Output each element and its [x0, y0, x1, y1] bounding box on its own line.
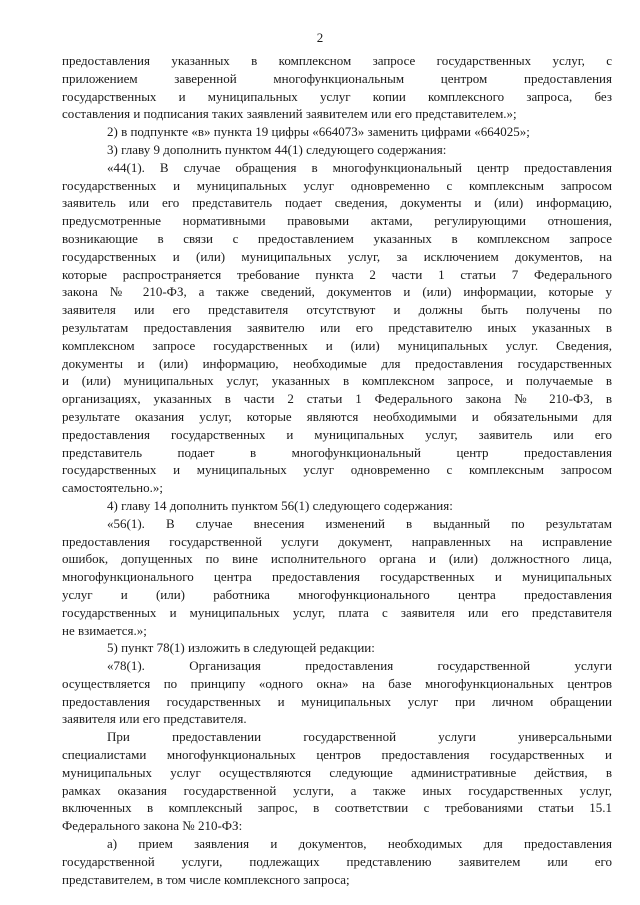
text-line: представитель подает в многофункциональный центр предоставления	[62, 444, 612, 460]
text-line: государственных и муниципальных услуг, плата с заявителя или его представителя	[62, 604, 612, 620]
text-line: 2) в подпункте «в» пункта 19 цифры «664073» заменить цифрами «664025»;	[107, 124, 530, 140]
text-line: 5) пункт 78(1) изложить в следующей редакции:	[107, 640, 375, 656]
text-line: включенных в комплексный запрос, в соответствии с требованиями статьи 15.1	[62, 800, 612, 816]
text-line: Федерального закона № 210-ФЗ:	[62, 818, 243, 834]
text-line: «44(1). В случае обращения в многофункциональный центр предоставления	[107, 159, 612, 175]
text-line: ошибок, допущенных по вине исполнительного органа и (или) должностного лица,	[62, 551, 612, 567]
text-line: государственной услуги, подлежащих представлению заявителем или его	[62, 853, 612, 869]
text-line: государственных и муниципальных услуг копии комплексного запроса, без	[62, 88, 612, 104]
text-line: результате оказания услуг, которые являются необходимыми и обязательными для	[62, 408, 612, 424]
text-line: которые распространяется требование пункта 2 части 1 статьи 7 Федерального	[62, 266, 612, 282]
text-line: результатам предоставления заявителю или его представителю иных указанных в	[62, 319, 612, 335]
text-line: приложением заверенной многофункциональным центром предоставления	[62, 70, 612, 86]
text-line: заявителя или его представителя.	[62, 711, 247, 727]
text-line: представителем, в том числе комплексного запроса;	[62, 871, 350, 887]
text-line: самостоятельно.»;	[62, 480, 163, 496]
text-line: комплексном запросе государственных и (или) муниципальных услуг. Сведения,	[62, 337, 612, 353]
text-line: «56(1). В случае внесения изменений в выданный по результатам	[107, 515, 612, 531]
text-line: государственных и муниципальных услуг одновременно с комплексным запросом	[62, 462, 612, 478]
text-line: заявитель или его представитель подает сведения, документы и (или) информацию,	[62, 195, 612, 211]
text-line: не взимается.»;	[62, 622, 147, 638]
text-line: 4) главу 14 дополнить пунктом 56(1) следующего содержания:	[107, 497, 453, 513]
text-line: государственных и муниципальных услуг одновременно с комплексным запросом	[62, 177, 612, 193]
text-line: предоставления государственной услуги документ, направленных на исправление	[62, 533, 612, 549]
text-line: заявителя или его представителя отсутствуют и должны быть получены по	[62, 302, 612, 318]
text-line: осуществляется по принципу «одного окна» на базе многофункциональных центров	[62, 675, 612, 691]
document-body	[62, 52, 612, 888]
text-line: многофункционального центра предоставления государственных и муниципальных	[62, 569, 612, 585]
text-line: составления и подписания таких заявлений заявителем или его представителем.»;	[62, 106, 517, 122]
text-line: При предоставлении государственной услуги универсальными	[107, 729, 612, 745]
text-line: предоставления указанных в комплексном запросе государственных услуг, с	[62, 53, 612, 68]
text-line: а) прием заявления и документов, необходимых для предоставления	[107, 836, 612, 852]
text-line: специалистами многофункциональных центров предоставления государственных и	[62, 747, 612, 763]
text-line: 3) главу 9 дополнить пунктом 44(1) следующего содержания:	[107, 141, 447, 157]
text-line: возникающие в связи с предоставлением указанных в комплексном запросе	[62, 230, 612, 246]
text-line: государственных и (или) муниципальных услуг, за исключением документов, на	[62, 248, 612, 264]
text-line: услуг и (или) работника многофункционального центра предоставления	[62, 586, 612, 602]
text-line: предусмотренные нормативными правовыми актами, регулирующими отношения,	[62, 213, 612, 229]
text-line: предоставления государственных и муниципальных услуг при личном обращении	[62, 693, 612, 709]
page-number: 2	[316, 30, 324, 45]
text-line: «78(1). Организация предоставления государственной услуги	[107, 658, 612, 674]
text-line: документы и (или) информацию, необходимые для предоставления государственных	[62, 355, 612, 371]
text-line: муниципальных услуг осуществляются следующие административные действия, в	[62, 764, 612, 780]
text-line: закона № 210-ФЗ, а также сведений, документов и (или) информации, которые у	[62, 284, 612, 300]
text-line: рамках оказания государственной услуги, а также иных государственных услуг,	[62, 782, 612, 798]
text-line: и (или) муниципальных услуг, указанных в комплексном запросе, и получаемые в	[62, 373, 612, 389]
text-line: организациях, указанных в части 2 статьи 1 Федерального закона № 210-ФЗ, в	[62, 391, 612, 407]
text-line: предоставления государственных и муниципальных услуг, заявитель или его	[62, 426, 612, 442]
